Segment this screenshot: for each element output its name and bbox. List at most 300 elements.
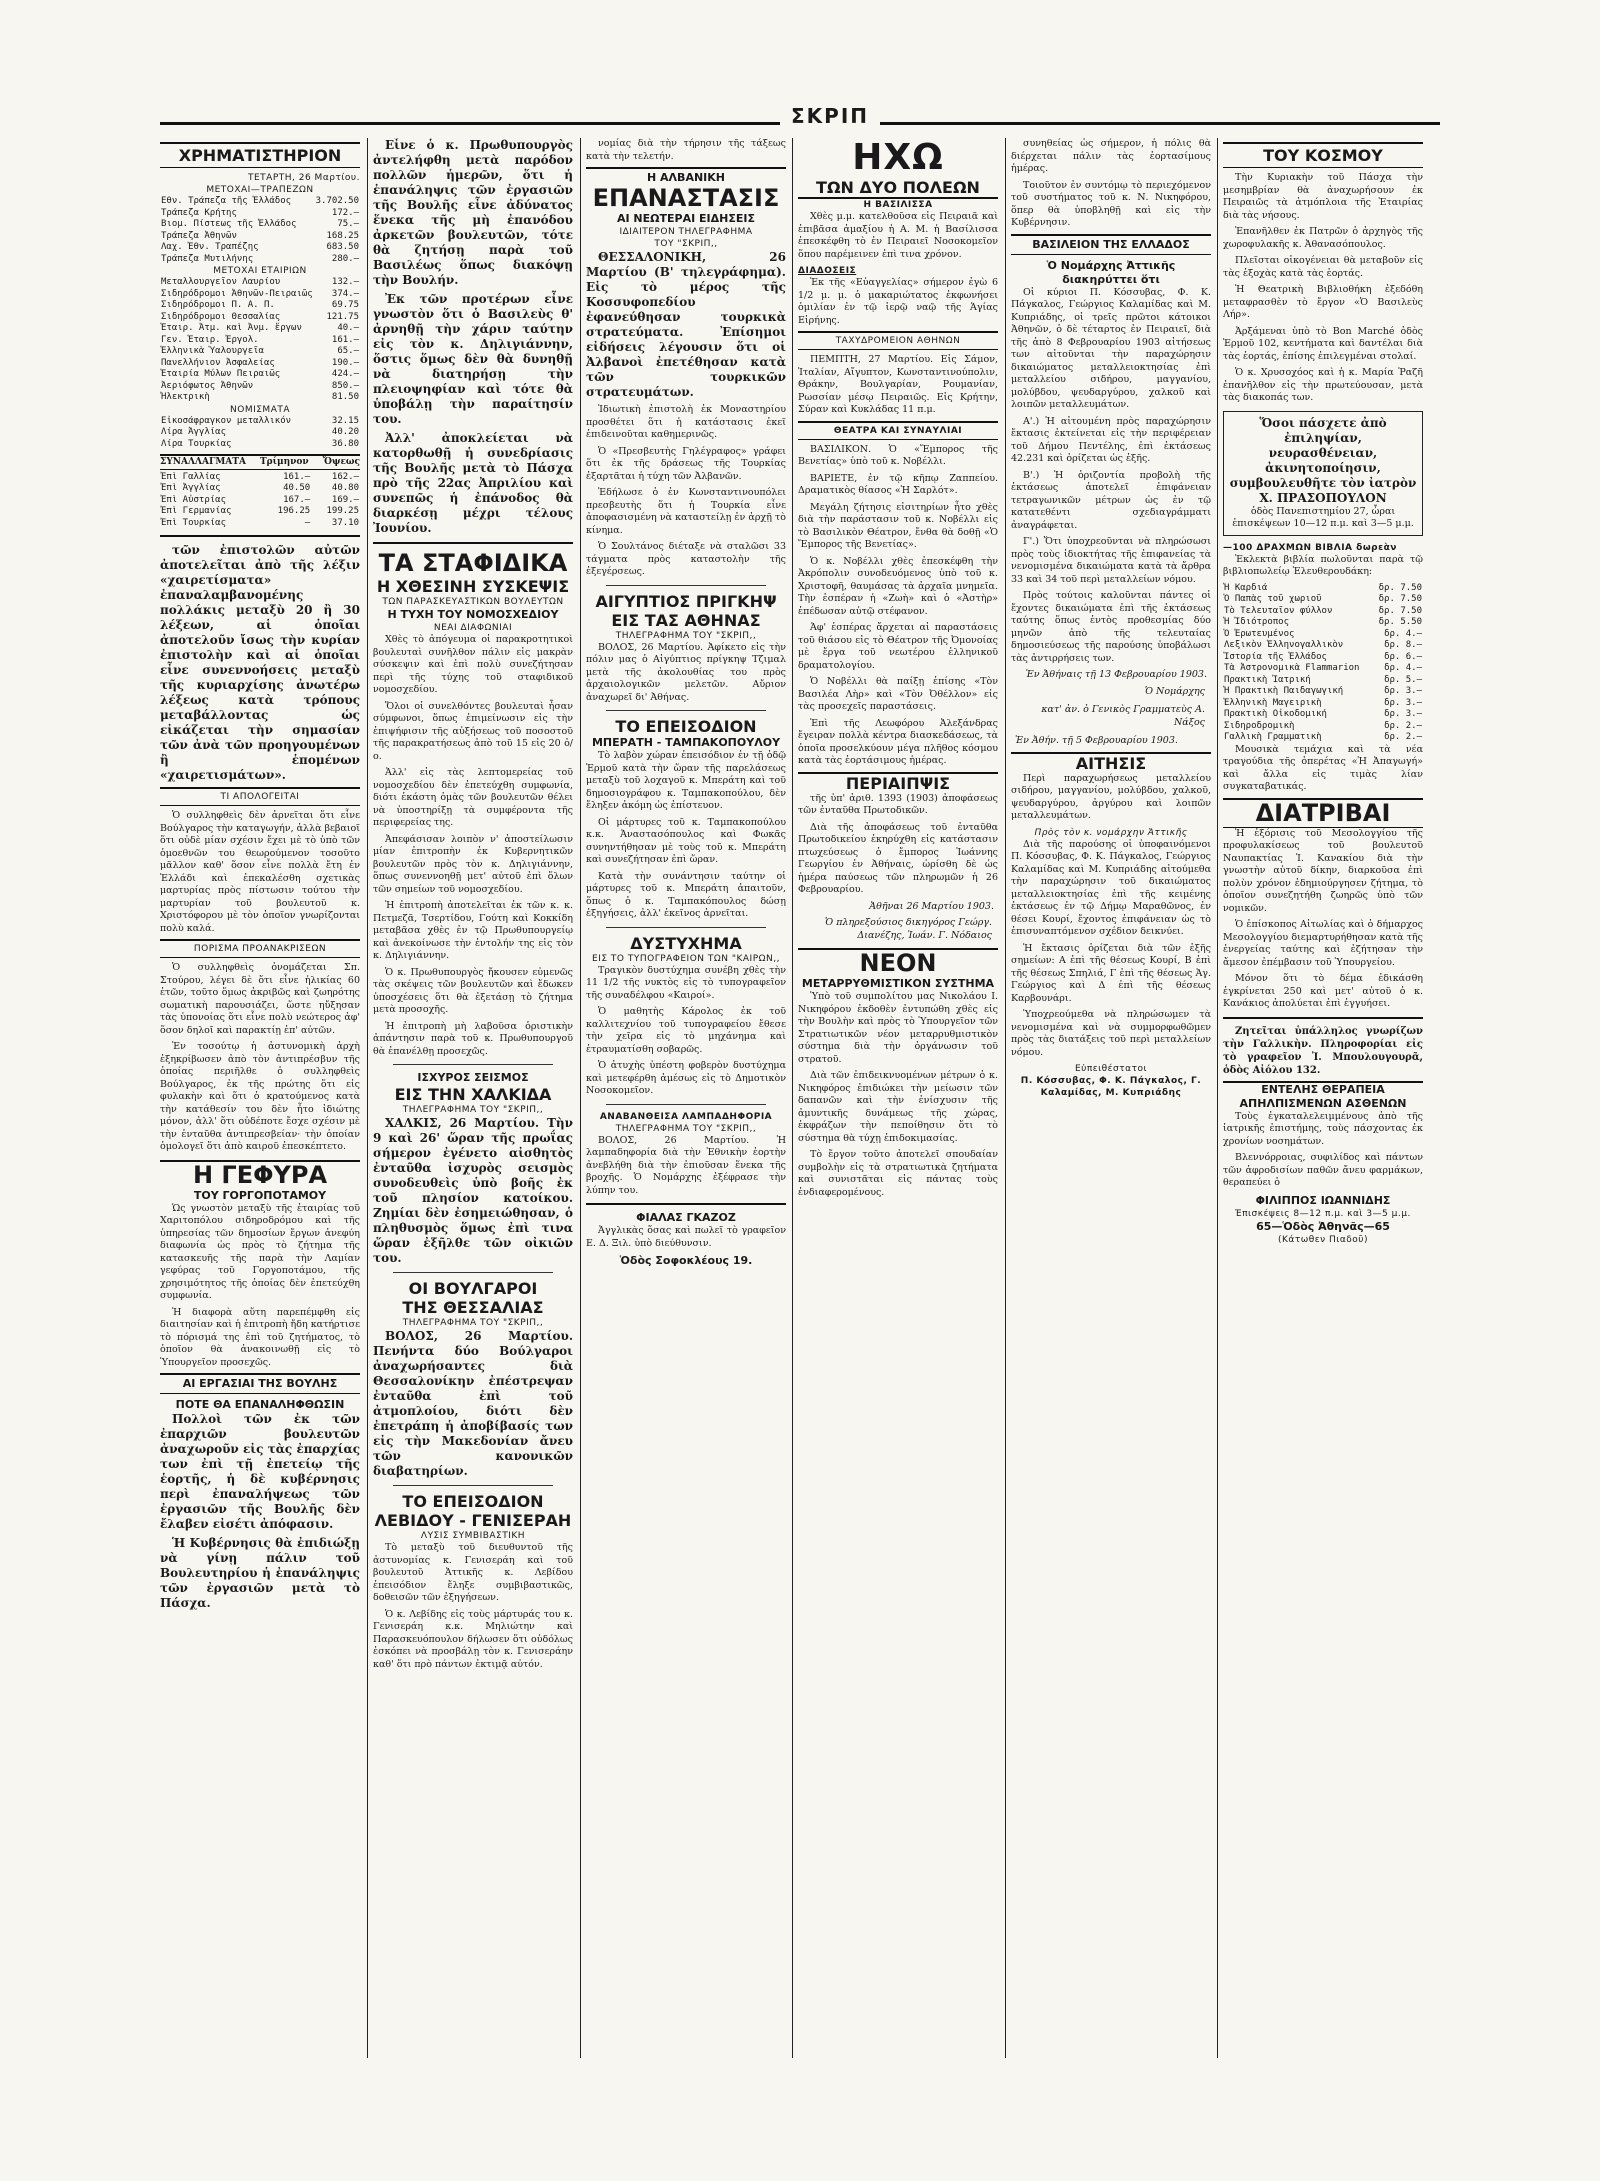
echo-title: ΗΧΩ	[852, 138, 944, 178]
aitisis-signature: Π. Κόσσυβας, Φ. Κ. Πάγκαλος, Γ. Καλαμίδας, Μ. Κυπριάδης	[1020, 1076, 1202, 1098]
book-price: δρ. 8.—	[1384, 640, 1422, 650]
aitisis-date: Ἐν Ἀθήν. τῇ 5 Φεβρουαρίου 1903.	[1015, 735, 1178, 746]
article-paragraph: Ὁ συλληφθεὶς ὀνομάζεται Σπ. Στούρου, λέγει δὲ ὅτι εἶνε ἡλικίας 60 ἐτῶν, τοῦτο ὅμως ἀκριβῶς καὶ ζωηρότης σωματικὴ παρουσιάζει, ὥστε ηὔξησαν τὰς ὑπονοίας ὅτι εἶνε πολὺ νεώτερος ἀφ' ὅσον δηλοῖ καὶ παρακτίῃ ἐπ' αὐτῶν.	[160, 962, 360, 1036]
aitisis-sign-label: Εὐπειθέστατοι	[1074, 1064, 1148, 1074]
fx-a: —	[304, 517, 311, 528]
article-paragraph: Ὑποχρεούμεθα νὰ πληρώσωμεν τὰ νενομισμένα καὶ νὰ συμμορφωθῶμεν πρὸς τὰς διατάξεις τοῦ περὶ μεταλλείων νόμου.	[1011, 1009, 1211, 1058]
book-price: δρ. 2.—	[1384, 732, 1422, 742]
table-row	[160, 416, 360, 428]
article-paragraph: Ὁ Σουλτάνος διέταξε νὰ σταλῶσι 33 τάγματα πρὸς καταστολὴν τῆς ἐξεγέρσεως.	[586, 541, 786, 577]
column-3	[586, 138, 786, 2058]
column-2	[373, 138, 573, 2058]
seismos-title: ΙΣΧΥΡΟΣ ΣΕΙΣΜΟΣ	[417, 1071, 529, 1084]
table-row	[160, 208, 360, 220]
fialas-text: Ἀγγλικὰς ὅσας καὶ πωλεῖ τὸ γραφεῖον Ε. Δ. Ξιλ. ὑπὸ διεύθυνσιν.	[586, 1225, 786, 1249]
table-row	[160, 369, 360, 381]
article-paragraph: Ἐκ τῆς «Εὐαγγελίας» σήμερον ἐγὼ 6 1/2 μ. μ. ὁ μακαριώτατος ἐκφωνήσει ὁμιλίαν ἐν τῷ ἱερῷ ναῷ τῆς Ἁγίας Εἰρήνης.	[798, 277, 998, 326]
fx-a: 196.25	[277, 506, 311, 516]
article-paragraph: Ἀλλ' εἰς τὰς λεπτομερείας τοῦ νομοσχεδίου δὲν ἐπετεύχθη συμφωνία, διότι ἑκάστη ὁμὰς τῶν βουλευτῶν θέλει νὰ ὑποστηρίξῃ τὰ συμφέροντα τῆς περιφερείας της.	[373, 767, 573, 828]
book-price: δρ. 2.—	[1384, 720, 1422, 731]
article-paragraph: Ἐπὶ τῆς Λεωφόρου Ἀλεξάνδρας ἔγειραν πολλὰ κέντρα διασκεδάσεως, τὰ ὁποῖα προσελκύουν μέγα πλῆθος κόσμου κατὰ τὰς ἑορτάσιμους ἡμέρας.	[798, 717, 998, 766]
article-paragraph: Ὁ μαθητὴς Κάρολος ἐκ τοῦ καλλιτεχνίου τοῦ τυπογραφείου ἔθεσε τὴν χεῖρα εἰς τὸ μηχάνημα καὶ ἐτραυματίσθη σοβαρῶς.	[586, 1006, 786, 1055]
article-paragraph: Διὰ τῆς ἀποφάσεως τοῦ ἐνταῦθα Πρωτοδικείου ἐκηρύχθη εἰς κατάστασιν πτωχεύσεως ὁ ἔμπορος Ἰωάννης Γεωργίου ἐν Ἀθήναις, ὡρίσθη δὲ ὡς ἡμέρα παύσεως τῶν πληρωμῶν ἡ 26 Φεβρουαρίου.	[798, 821, 998, 895]
quote-value: 424.—	[331, 369, 359, 379]
table-row	[1223, 686, 1423, 698]
article-paragraph: Ὁ «Πρεσβευτὴς Γηλέγραφος» γράφει ὅτι ἐκ τῆς δράσεως τῆς Τουρκίας ἐξαρτᾶται ἡ τύχη τῶν Ἀλβανῶν.	[586, 445, 786, 482]
article-paragraph: Ἀρξάμεναι ὑπὸ τὸ Bon Marché ὁδὸς Ἑρμοῦ 102, κεντήματα καὶ δαντέλαι διὰ τὰς ἑορτάς, ἐπίσης ἐπιλεγμέναι στολαί.	[1223, 325, 1423, 362]
therapeia-subtitle: ΑΠΗΛΠΙΣΜΕΝΩΝ ΑΣΘΕΝΩΝ	[1239, 1096, 1407, 1110]
article-paragraph: ΒΟΛΟΣ, 26 Μαρτίου. Ἀφίκετο εἰς τὴν πόλιν μας ὁ Αἰγύπτιος πρίγκηψ Τζιμαλ μετὰ τῆς ἀκολουθίας του πρὸς ἀρχαιολογικῶν μελετῶν. Αὔριον ἀναχωρεῖ δι' Ἀθήνας.	[586, 641, 786, 703]
article-paragraph: Ὁ κ. Χρυσοχόος καὶ ἡ κ. Μαρία Ῥαζῆ ἐπανῆλθον εἰς τὴν πρωτεύουσαν, μετὰ τὰς διακοπάς των.	[1223, 367, 1423, 403]
book-title: Ἡ Πρακτικὴ Παιδαγωγική	[1224, 686, 1344, 696]
dystychima-title: ΔΥΣΤΥΧΗΜΑ	[630, 933, 742, 953]
tachydromeio-heading: ΤΑΧΥΔΡΟΜΕΙΟΝ ΑΘΗΝΩΝ	[798, 331, 998, 350]
book-price: δρ. 6.—	[1384, 651, 1422, 662]
divider	[393, 1064, 553, 1065]
quote-name: Εἰκοσάφραγκον μεταλλικόν	[161, 415, 292, 426]
divider	[606, 927, 766, 928]
article-paragraph: τῆς ὑπ' ἀριθ. 1393 (1903) ἀποφάσεως τῶν ἐνταῦθα Πρωτοδικῶν.	[798, 792, 998, 816]
epeisodion-title: ΤΟ ΕΠΕΙΣΟΔΙΟΝ	[402, 1492, 544, 1511]
quote-name: Τράπεζα Ἀθηνῶν	[161, 230, 237, 241]
quote-name: Εθν. Τράπεζα τῆς Ἑλλάδος	[161, 196, 292, 206]
vasilion-title: ΒΑΣΙΛΕΙΟΝ ΤΗΣ ΕΛΛΑΔΟΣ	[1011, 234, 1211, 255]
table-row	[160, 358, 360, 370]
fx-heading-mid: Τρίμηνον	[259, 457, 309, 467]
book-price: δρ. 7.50	[1378, 582, 1422, 593]
masthead	[160, 104, 1440, 132]
table-row	[160, 335, 360, 347]
article-paragraph: Ἡ διαφορὰ αὕτη παρεπέμφθη εἰς διαιτησίαν καὶ ἡ ἐπιτροπὴ ἤδη κατήρτισε τὸ πόρισμά της ἐπὶ τοῦ ζητήματος, τὸ ὁποῖον θὰ ἀνακοινωθῇ εἰς τὸ Ὑπουργεῖον προσεχῶς.	[160, 1306, 360, 1368]
article-paragraph: ΠΕΜΠΤΗ, 27 Μαρτίου. Εἰς Σάμον, Ἰταλίαν, Αἴγυπτον, Κωνσταντινούπολιν, Θράκην, Βουλγαρίαν, Ρουμανίαν, Ρωσσίαν μέσῳ Πειραιῶς. Εἰς Κρήτην, Σύραν καὶ Κυκλάδας 11 π.μ.	[798, 354, 998, 415]
fx-name: Ἐπὶ Τουρκίας	[161, 517, 227, 528]
diatrivai-title: ΔΙΑΤΡΙΒΑΙ	[1223, 798, 1423, 828]
article-paragraph: Μεγάλη ζήτησις εἰσιτηρίων ἦτο χθὲς διὰ τὴν παράστασιν τοῦ κ. Νοβέλλι εἰς τὸ Βασιλικὸν Θέατρον, ἔνθα θὰ δοθῇ «Ὁ Ἔμπορος τῆς Βενετίας».	[798, 501, 998, 550]
seismos-telegram: ΤΗΛΕΓΡΑΦΗΜΑ ΤΟΥ "ΣΚΡΙΠ,,	[402, 1105, 544, 1115]
doctor-address: 65—Ὁδὸς Ἀθηνᾶς—65	[1256, 1219, 1390, 1233]
job-notice: Ζητεῖται ὑπάλληλος γνωρίζων τὴν Γαλλικὴν. Πληροφορίαι εἰς τὸ γραφεῖον Ἰ. Μπουλουγουρᾶ, ὁδὸς Αἰόλου 132.	[1223, 1025, 1423, 1076]
book-price: δρ. 4.—	[1384, 628, 1422, 639]
theatra-heading: ΘΕΑΤΡΑ ΚΑΙ ΣΥΝΑΥΛΙΑΙ	[798, 421, 998, 440]
book-title: Ὁ Παπὰς τοῦ χωριοῦ	[1224, 594, 1322, 604]
lampad-telegram: ΤΗΛΕΓΡΑΦΗΜΑ ΤΟΥ "ΣΚΡΙΠ,,	[615, 1123, 757, 1134]
vasilion-signature-2: κατ' ἀν. ὁ Γενικὸς Γραμματεὺς Α. Νάξος	[1041, 704, 1205, 728]
voulgaroi-subtitle: ΤΗΣ ΘΕΣΣΑΛΙΑΣ	[402, 1298, 544, 1317]
divider	[373, 542, 573, 544]
table-row	[160, 196, 360, 208]
quote-value: 32.15	[331, 415, 359, 426]
quote-name: Λαχ. Ἐθν. Τραπέζης	[161, 242, 259, 252]
article-paragraph: Ἡ ἐπιτροπὴ μὴ λαβοῦσα ὁριστικὴν ἀπάντησιν παρὰ τοῦ κ. Πρωθυπουργοῦ θὰ ἐπανέλθῃ προσεχῶς.	[373, 1020, 573, 1057]
quote-name: Τράπεζα Κρήτης	[161, 207, 237, 218]
article-paragraph: ΒΑΡΙΕΤΕ, ἐν τῷ κῆπῳ Ζαππείου. Δραματικὸς θίασος «Ἡ Σαρλότ».	[798, 472, 998, 496]
fx-name: Ἐπὶ Γαλλίας	[161, 471, 221, 482]
quote-name: Μεταλλουργεῖον Λαυρίου	[161, 277, 281, 287]
article-paragraph: Ὁ κ. Λεβίδης εἰς τοὺς μάρτυράς του κ. Γενισεράη κ.κ. Μηλιώτην καὶ Παρασκευόπουλον δήλωσεν ὅτι οὐδόλως ἐσκόπει νὰ προσβάλῃ τὸν κ. Γενισεράην καθ' ὅτι πρὸ πάντων ἐκτιμᾷ αὐτόν.	[373, 1608, 573, 1670]
neon-title: ΝΕΟΝ	[798, 948, 998, 977]
article-paragraph: Β'.) Ἡ ὁριζοντία προβολὴ τῆς ἐκτάσεως ἀποτελεῖ ἐπιφάνειαν τετραγωνικῶν μέτρων ὡς ἐν τῷ κατατεθέντι σχεδιαγράμματι ἀναγράφεται.	[1011, 469, 1211, 531]
quote-name: Σιδηρόδρομοι Θεσσαλίας	[161, 311, 281, 322]
aigyptios-subtitle: ΕΙΣ ΤΑΣ ΑΘΗΝΑΣ	[611, 610, 761, 630]
quote-value: 121.75	[326, 311, 359, 322]
article-paragraph: Διὰ τῆς παρούσης οἱ ὑποφαινόμενοι Π. Κόσσυβας, Φ. Κ. Πάγκαλος, Γεώργιος Καλαμίδας καὶ Μ. Κυπριάδης αἰτούμεθα τὴν παραχώρησιν τοῦ δικαιώματος μεταλλειοκτησίας ἐπὶ τῆς κειμένης ἐκτάσεως ἐν τῷ Δήμῳ Μαραθῶνος, ἐν θέσει Κουρί, ἔχοντος ἐπιφάνειαν ὡς τὸ ἐπισυναπτόμενον σχέδιον δεικνύει.	[1011, 838, 1211, 937]
divider	[606, 1104, 766, 1105]
article-paragraph: Περὶ παραχωρήσεως μεταλλείου σιδήρου, μαγγανίου, μολύβδου, χαλκοῦ, ψευδαργύρου, ἀργύρου καὶ λοιπῶν μεταλλευμάτων.	[1011, 772, 1211, 821]
book-price: δρ. 3.—	[1384, 709, 1422, 719]
exchange-date: ΤΕΤΑΡΤΗ, 26 Μαρτίου.	[247, 173, 360, 183]
stafis-subtitle-3: Η ΤΥΧΗ ΤΟΥ ΝΟΜΟΣΧΕΔΙΟΥ	[387, 608, 559, 621]
albania-telegram: ΙΔΙΑΙΤΕΡΟΝ ΤΗΛΕΓΡΑΦΗΜΑ	[619, 227, 753, 237]
book-title: Ἡ Καρδιά	[1224, 582, 1268, 593]
fialas-address: Ὁδὸς Σοφοκλέους 19.	[619, 1254, 753, 1267]
neon-subtitle: ΜΕΤΑΡΡΥΘΜΙΣΤΙΚΟΝ ΣΥΣΤΗΜΑ	[801, 977, 995, 990]
column-1	[160, 138, 360, 2058]
quote-name: Ἠλεκτρικὴ	[161, 392, 210, 402]
fx-b: 199.25	[326, 506, 359, 516]
column-rule	[580, 138, 581, 2058]
book-title: Πρακτικὴ Οἰκοδομική	[1224, 709, 1327, 719]
quote-value: 168.25	[326, 230, 359, 241]
article-paragraph: Τοὺς ἐγκαταλελειμμένους ἀπὸ τῆς ἰατρικῆς ἐπιστήμης, τοὺς πάσχοντας ἐκ χρονίων νοσημάτων.	[1223, 1110, 1423, 1147]
article-paragraph: Μόνον ὅτι τὸ δέμα ἐδικάσθη ἐγκρίνεται 250 καὶ μετ' αὐτοῦ ὁ κ. Κανάκιος ἀπολύεται ἐπὶ ἐγγυήσει.	[1223, 973, 1423, 1009]
doctor-ad	[1223, 411, 1423, 536]
article-paragraph: ΒΟΛΟΣ, 26 Μαρτίου. Πενήντα δύο Βούλγαροι ἀναχωρήσαντες διὰ Θεσσαλονίκην ἐπέστρεψαν ἐνταῦθα ἐπὶ τοῦ ἀτμοπλοίου, διότι δὲν ἐπετράπη ἡ ἀποβίβασίς των εἰς τὴν Μακεδονίαν ἄνευ τῶν κανονικῶν διαβατηρίων.	[373, 1329, 573, 1478]
banks-table	[160, 196, 360, 265]
fx-name: Ἐπὶ Γερμανίας	[161, 506, 232, 516]
quote-value: 374.—	[331, 288, 359, 299]
vasilion-subtitle: Ὁ Νομάρχης Ἀττικῆς διακηρύττει ὅτι	[1046, 258, 1176, 286]
article-paragraph: Ὁ συλληφθεὶς δὲν ἀρνεῖται ὅτι εἶνε Βούλγαρος τὴν καταγωγήν, ἀλλὰ βεβαιοῖ ὅτι οὐδὲ μίαν σχέσιν ἔχει μὲ τὸ ὑπὸ τῶν ὁμοεθνῶν του θεωρούμενον τοσοῦτο μᾶλλον καθ' ὅσον εἶνε πολλὰ ἔτη ἐν Ἑλλάδι καὶ ἐπεκαλέσθη σχετικὰς μαρτυρίας πρὸς πίστωσιν τούτου τὴν μαρτυρίαν τοῦ βουλευτοῦ κ. Χριστόφορου μὲ τὸν ὁποῖον γνωρίζονται πολὺ καλά.	[160, 810, 360, 934]
column-rule	[367, 138, 368, 2058]
vasilion-signature-1: Ὁ Νομάρχης	[1144, 685, 1205, 697]
table-row	[1223, 606, 1423, 618]
article-paragraph: Οἱ κύριοι Π. Κόσσυβας, Φ. Κ. Πάγκαλος, Γεώργιος Καλαμίδας καὶ Μ. Κυπριάδης, οἱ τρεῖς πρῶτοι κάτοικοι Ἀθηνῶν, ὁ δὲ τέταρτος ἐν Πειραιεῖ, διὰ τῆς ἀπὸ 8 Φεβρουαρίου 1903 αἰτήσεως των αἰτοῦνται τὴν παραχώρησιν δικαιώματος μεταλλειοκτησίας ἐπὶ μεταλλείου σιδήρου, μαγγανίου, μολύβδου, ψευδαργύρου, χαλκοῦ καὶ λοιπῶν μεταλλευμάτων.	[1011, 286, 1211, 410]
table-row	[160, 346, 360, 358]
fx-heading	[160, 454, 360, 470]
article-paragraph: Διὰ τῶν ἐπιδεικνυομένων μέτρων ὁ κ. Νικηφόρος ἐπιδιώκει τὴν μείωσιν τῶν δαπανῶν καὶ τὴν ἐνίσχυσιν τῆς ἀμυντικῆς δυνάμεως τῆς χώρας, ἐκφράζων τὴν πεποίθησιν ὅτι τὸ σύστημα θὰ τύχῃ ἐπιδοκιμασίας.	[798, 1070, 998, 1144]
banks-heading: ΜΕΤΟΧΑΙ—ΤΡΑΠΕΖΩΝ	[206, 185, 314, 195]
albania-title: ΕΠΑΝΑΣΤΑΣΙΣ	[592, 184, 780, 212]
periaip-date: Ἀθῆναι 26 Μαρτίου 1903.	[869, 900, 994, 912]
fialas-title: ΦΙΑΛΑΣ ΓΚΑΖΟΖ	[636, 1211, 736, 1224]
table-row	[160, 472, 360, 484]
book-price: δρ. 3.—	[1384, 686, 1422, 696]
albania-kicker: Η ΑΛΒΑΝΙΚΗ	[586, 167, 786, 185]
article-paragraph: Ὑπὸ τοῦ συμπολίτου μας Νικολάου Ι. Νικηφόρου ἐκδοθὲν ἐντυπώθη χθὲς εἰς τὴν Βουλὴν καὶ πρὸς τὸ Ὑπουργεῖον τῶν Στρατιωτικῶν νέον μεταρρυθμιστικὸν σύστημα διὰ τὴν ὀργάνωσιν τοῦ στρατοῦ.	[798, 991, 998, 1065]
fx-b: 37.10	[331, 517, 359, 528]
gefyra-subtitle: ΤΟΥ ΓΟΡΓΟΠΟΤΑΜΟΥ	[193, 1188, 327, 1202]
albania-subtitle: ΑΙ ΝΕΩΤΕΡΑΙ ΕΙΔΗΣΕΙΣ	[617, 212, 755, 225]
seismos-subtitle: ΕΙΣ ΤΗΝ ΧΑΛΚΙΔΑ	[394, 1085, 552, 1104]
fx-name: Ἐπὶ Αὐστρίας	[161, 494, 227, 505]
article-paragraph: Ὅλοι οἱ συνελθόντες βουλευταὶ ἦσαν σύμφωνοι, ὅπως ἐπιμείνωσιν εἰς τὴν ἐπιψήφισιν τῆς αὐξήσεως τοῦ ποσοστοῦ τῆς παρακρατήσεως ἀπὸ τοῦ 15 εἰς 20 ὀ/ο.	[373, 700, 573, 762]
echo-subtitle: ΤΩΝ ΔΥΟ ΠΟΛΕΩΝ	[816, 178, 980, 197]
apologia-heading: ΤΙ ΑΠΟΛΟΓΕΙΤΑΙ	[160, 787, 360, 806]
table-row	[160, 254, 360, 266]
quote-name: Σιδηρόδρομοι Ἀθηνῶν-Πειραιῶς	[161, 288, 313, 299]
article-paragraph: Τοιοῦτον ἐν συντόμῳ τὸ περιεχόμενον τοῦ συστήματος τοῦ κ. Ν. Νικηφόρου, ὅπερ θὰ ὑποβληθῇ καὶ εἰς τὴν Κυβέρνησιν.	[1011, 179, 1211, 228]
quote-name: Λίρα Ἀγγλίας	[161, 427, 227, 437]
table-row	[160, 277, 360, 289]
quote-name: Τράπεζα Μυτιλήνης	[161, 253, 254, 264]
quote-value: 161.—	[331, 334, 359, 345]
article-paragraph: Ὁ ἀτυχὴς ὑπέστη φοβερὸν δυστύχημα καὶ μετεφέρθη ἀμέσως εἰς τὸ Δημοτικὸν Νοσοκομεῖον.	[586, 1060, 786, 1096]
divider	[160, 535, 360, 537]
doctor-hours: Ἐπισκέψεις 8—12 π.μ. καὶ 3—5 μ.μ.	[1235, 1208, 1411, 1219]
book-price: δρ. 3.—	[1384, 697, 1422, 708]
article-paragraph: Ἀλλ' ἀποκλείεται νὰ κατορθωθῇ ἡ συνεδρίασις τῆς Βουλῆς μετὰ τὸ Πάσχα πρὸ τῆς 22ας Ἀπριλίου καὶ συνεπῶς ἡ ἐπάνοδος θὰ διαρκέσῃ μέχρι τέλους Ἰουνίου.	[373, 431, 573, 535]
article-paragraph: Ὡς γνωστὸν μεταξὺ τῆς ἑταιρίας τοῦ Χαριτοπόλου σιδηροδρόμου καὶ τῆς ὑπηρεσίας τῶν δημοσίων ἔργων ἀνεφύη διαφωνία ὡς πρὸς τὸ ζήτημα τῆς κατασκευῆς τῆς παρὰ τὴν Λαμίαν γεφύρας τοῦ Γοργοποτάμου, τῆς χρησιμότητος τῆς ὁποίας δὲν ἐπετεύχθη συμφωνία.	[160, 1202, 360, 1301]
column-rule	[792, 138, 793, 2058]
article-paragraph: Ἡ ἔκτασις ὁρίζεται διὰ τῶν ἑξῆς σημείων: Α ἐπὶ τῆς θέσεως Κουρί, Β ἐπὶ τῆς θέσεως Σπηλιά, Γ ἐπὶ τῆς θέσεως Ἁγ. Γεώργιος καὶ Δ ἐπὶ τῆς θέσεως Καρβουνάρι.	[1011, 942, 1211, 1004]
book-title: Ὁ Ἐρωτευμένος	[1224, 628, 1295, 639]
article-paragraph: Ὁ κ. Πρωθυπουργὸς ἤκουσεν εὐμενῶς τὰς σκέψεις τῶν βουλευτῶν καὶ ἔδωκεν ὑποσχέσεις ὅτι θὰ ἐξετάσῃ τὸ ζήτημα μετὰ προσοχῆς.	[373, 966, 573, 1015]
article-paragraph: Ἀφ' ἑσπέρας ἄρχεται αἱ παραστάσεις τοῦ θιάσου εἰς τὸ Θέατρον τῆς Ὀμονοίας μὲ ἔργα τοῦ νεωτέρου ἑλληνικοῦ δραματολογίου.	[798, 622, 998, 671]
table-row	[160, 495, 360, 507]
lampad-title: ΑΝΑΒΑΝΘΕΙΣΑ ΛΑΜΠΑΔΗΦΟΡΙΑ	[599, 1111, 773, 1122]
table-row	[1223, 617, 1423, 629]
books-heading: —100 ΔΡΑΧΜΩΝ ΒΙΒΛΙΑ δωρεὰν	[1223, 542, 1397, 553]
article-paragraph: Χθὲς μ.μ. κατελθοῦσα εἰς Πειραιᾶ καὶ ἐπιβᾶσα ἀμαξίου ἡ Α. Μ. ἡ Βασίλισσα ἐπεσκέφθη τὸ ἐν Πειραιεῖ Νοσοκομεῖον ὅπου παρέμεινεν ἐπὶ τινα χρόνον.	[798, 211, 998, 260]
divider	[606, 710, 766, 711]
fx-b: 162.—	[331, 471, 359, 482]
epeisodion-subtitle: ΛΕΒΙΔΟΥ - ΓΕΝΙΣΕΡΑΗ	[374, 1511, 572, 1530]
aitisis-recipient: Πρὸς τὸν κ. νομάρχην Ἀττικῆς	[1034, 827, 1188, 838]
quote-value: 683.50	[326, 242, 359, 252]
therapeia-title: ΕΝΤΕΛΗΣ ΘΕΡΑΠΕΙΑ	[1223, 1081, 1423, 1097]
article-paragraph: Τὸ λαβὸν χώραν ἐπεισόδιον ἐν τῇ ὁδῷ Ἑρμοῦ κατὰ τὴν ὥραν τῆς παρελάσεως μεταξὺ τοῦ λοχαγοῦ κ. Μπεράτη καὶ τοῦ δημοσιογράφου κ. Ταμπακοπούλου, δὲν ἔληξεν ἀκόμη ὡς ἐπίστευον.	[586, 750, 786, 811]
ergasiai-subtitle: ΠΟΤΕ ΘΑ ΕΠΑΝΑΛΗΦΘΩΣΙΝ	[175, 1398, 345, 1411]
stafis-subtitle-2: ΤΩΝ ΠΑΡΑΣΚΕΥΑΣΤΙΚΩΝ ΒΟΥΛΕΥΤΩΝ	[382, 597, 564, 607]
article-paragraph: Βλεννόρροιας, συφιλίδος καὶ πάντων τῶν ἀφροδισίων παθῶν ἄνευ φαρμάκων, θεραπεύει ὁ	[1223, 1152, 1423, 1188]
fx-a: 40.50	[283, 483, 311, 493]
aitisis-title: ΑΙΤΗΣΙΣ	[1011, 752, 1211, 773]
article-paragraph: Ἡ Κυβέρνησις θὰ ἐπιδιώξῃ νὰ γίνῃ πάλιν τοῦ Βουλευτηρίου ἡ ἐπανάληψις τῶν ἐργασιῶν μετὰ τὸ Πάσχα.	[160, 1536, 360, 1610]
quote-value: 36.80	[331, 438, 359, 449]
fx-b: 169.—	[331, 494, 359, 505]
vasilion-date: Ἐν Ἀθήναις τῇ 13 Φεβρουαρίου 1903.	[1025, 669, 1207, 680]
column-rule	[1217, 138, 1218, 2058]
column-rule	[1005, 138, 1006, 2058]
table-row	[1223, 663, 1423, 675]
article-paragraph: ΒΟΛΟΣ, 26 Μαρτίου. Ἡ λαμπαδηφορία διὰ τὴν Ἐθνικὴν ἑορτὴν ἀνεβλήθη διὰ τὴν ἐπιοῦσαν ἕνεκα τῆς βροχῆς. Ὁ Νομάρχης ἐξέφρασε τὴν λύπην του.	[586, 1134, 786, 1196]
article-paragraph: Πλεῖσται οἰκογένειαι θὰ μεταβοῦν εἰς τὰς ἐξοχὰς κατὰ τὰς ἑορτάς.	[1223, 255, 1423, 279]
quote-value: 69.75	[331, 300, 359, 310]
table-row	[160, 506, 360, 518]
quote-value: 40.20	[331, 427, 359, 437]
article-paragraph: Ἐδήλωσε ὁ ἐν Κωνσταντινουπόλει πρεσβευτὴς ὅτι ἡ Τουρκία εἶνε ἀποφασισμένη νὰ καταστείλῃ ἐν ἀρχῇ τὸ κίνημα.	[586, 487, 786, 536]
table-row	[1223, 629, 1423, 641]
periaip-signature: Ὁ πληρεξούσιος δικηγόρος Γεώργ. Διανέζης, Ἰωάν. Γ. Νόδαιος	[825, 917, 992, 941]
fx-heading-left: ΣΥΝΑΛΛΑΓΜΑΤΑ	[160, 457, 246, 467]
divider	[393, 1485, 553, 1486]
article-paragraph: Ἡ ἐξόρισις τοῦ Μεσολογγίου τῆς προφυλακίσεως τοῦ βουλευτοῦ Ναυπακτίας Ἱ. Κανακίου διὰ τὴν γνωστὴν αὐτοῦ δίκην, διαρκοῦσα ἐπὶ πολὺν χρόνον ἐδημιούργησεν ζήτημα, τὸ ὁποῖον συνεζητήθη ζωηρῶς ὑπὸ τῶν νομικῶν.	[1223, 827, 1423, 914]
quote-value: 81.50	[331, 392, 359, 402]
quote-value: 280.—	[331, 253, 359, 264]
article-paragraph: ΧΑΛΚΙΣ, 26 Μαρτίου. Τὴν 9 καὶ 26' ὥραν τῆς πρωΐας σήμερον ἐγένετο αἰσθητὸς ἐνταῦθα ἰσχυρὸς σεισμὸς συνοδευθεὶς ὑπὸ βοῆς ἐκ τοῦ πλησίον κατοίκου. Ζημίαι δὲν ἐσημειώθησαν, ὁ πληθυσμὸς ὅμως ἐπὶ τινα ὥραν ἐξῆλθε τῶν οἰκιῶν του.	[373, 1116, 573, 1265]
stafis-title: ΤΑ ΣΤΑΦΙΔΙΚΑ	[378, 549, 568, 577]
masthead-title: ΣΚΡΙΠ	[780, 104, 880, 128]
epeisodion-subtitle-2: ΛΥΣΙΣ ΣΥΜΒΙΒΑΣΤΙΚΗ	[420, 1531, 526, 1541]
doctor-ad-text: ὁδὸς Πανεπιστημίου 27, ὧραι ἐπισκέψεων 10—12 π.μ. καὶ 3—5 μ.μ.	[1232, 505, 1414, 529]
quote-name: Ἑταιρ. Ἀτμ. καὶ Ἀνμ. ἔργων	[161, 323, 302, 333]
article-paragraph: Τὴν Κυριακὴν τοῦ Πάσχα τὴν μεσημβρίαν θὰ ἀναχωρήσουν ἐκ Πειραιῶς τὰ ἀτμόπλοια τῆς Ἑταιρίας διὰ τὰς νήσους.	[1223, 172, 1423, 221]
companies-heading: ΜΕΤΟΧΑΙ ΕΤΑΙΡΙΩΝ	[213, 266, 307, 276]
divider	[1223, 1017, 1423, 1019]
books-footer: Μουσικὰ τεμάχια καὶ τὰ νέα τραγούδια τῆς ὀπερέτας «Ἡ Ἀπαγωγή» καὶ ἄλλα εἰς τιμὰς λίαν συγκαταβατικάς.	[1223, 743, 1423, 792]
article-paragraph: Ἐν τοσούτῳ ἡ ἀστυνομικὴ ἀρχὴ ἐξηκρίβωσεν ἀπὸ τὸν ἀντιπρέσβυν τῆς ὁποίας περιῆλθε ὁ συλληφθεὶς Βούλγαρος, ἐκ τῆς πρώτης ὅτι εἰς φυλακὴν καὶ ὅτι ὁ κρατούμενος κατὰ τὴν κατάθεσίν του δὲν ἦτο ἰδιώτης μόνον, ἀλλ' ὅτι οὐδέποτε ἔσχε σχέσιν μὲ τὴν ἐνταῦθα ἀντιπρεσβείαν· τὴν ὁποίαν ὁμολογεῖ ὅτι ἀπὸ καιροῦ ἐπεσκέπτετο.	[160, 1041, 360, 1152]
doctor-ad-title: Ὅσοι πάσχετε ἀπὸ ἐπιληψίαν, νευρασθένειαν, ἀκινητοποίησιν, συμβουλευθῆτε τὸν ἰατρὸν Χ. ΠΡΑΣΟΠΟΥΛΟΝ	[1229, 415, 1417, 505]
table-row	[160, 427, 360, 439]
book-title: Σιδηροδρομικὴ	[1224, 720, 1295, 731]
book-price: δρ. 5.50	[1378, 617, 1422, 627]
article-paragraph: νομίας διὰ τὴν τήρησιν τῆς τάξεως κατὰ τὴν τελετήν.	[586, 138, 786, 162]
book-title: Ἡ Ἰδιότροπος	[1224, 617, 1290, 627]
aigyptios-title: ΑΙΓΥΠΤΙΟΣ ΠΡΙΓΚΗΨ	[595, 591, 777, 611]
companies-table	[160, 277, 360, 404]
ergasiai-heading: ΑΙ ΕΡΓΑΣΙΑΙ ΤΗΣ ΒΟΥΛΗΣ	[160, 1373, 360, 1394]
article-paragraph: Ἀπεφάσισαν λοιπὸν ν' ἀποστείλωσιν μίαν ἐπιτροπὴν ἐκ Κυβερνητικῶν βουλευτῶν πρὸς τὸν κ. Δηλιγιάννην, ὅπως συνεννοηθῇ μετ' αὐτοῦ ἐπὶ ὅλων τῶν σημείων τοῦ νομοσχεδίου.	[373, 833, 573, 895]
periaip-title: ΠΕΡΙΑΙΠΨΙΣ	[798, 772, 998, 793]
table-row	[160, 323, 360, 335]
quote-name: Βιομ. Πίστεως τῆς Ἑλλάδος	[161, 219, 297, 229]
article-paragraph: τῶν ἐπιστολῶν αὐτῶν ἀποτελεῖται ἀπὸ τῆς λέξιν «χαιρετίσματα» ἐπαναλαμβανομένης πολλάκις μεταξὺ 20 ἢ 30 λέξεων, αἱ ὁποῖαι ἀποτελοῦν ἴσως τὴν κυρίαν ἐπιστολὴν καὶ αἱ ὁποῖαι εἶνε συνεννοήσεις μεταξὺ τῆς κυριαρχίσης ἀνωτέρω λέξεως κατὰ τρόπους μεταβάλλοντας ὡς εἰκάζεται τὴν σημασίαν τῶν ἀνὰ τῶν προηγουμένων ἢ ἑπομένων «χαιρετισμάτων».	[160, 543, 360, 782]
book-price: δρ. 5.—	[1384, 674, 1422, 685]
article-paragraph: ΒΑΣΙΛΙΚΟΝ. Ὁ «Ἔμπορος τῆς Βενετίας» ὑπὸ τοῦ κ. Νοβέλλι.	[798, 443, 998, 467]
column-5	[1011, 138, 1211, 2058]
quote-value: 75.—	[337, 219, 359, 229]
article-paragraph: Εἶνε ὁ κ. Πρωθυπουργὸς ἀντελήφθη μετὰ παρόδον πολλῶν ἡμερῶν, ὅτι ἡ ἐπανάληψις τῶν ἐργασιῶν τῆς Βουλῆς εἶνε ἀδύνατος ἕνεκα τῆς μὴ ἐπανόδου ἀρκετῶν βουλευτῶν, τότε θὰ ζητήσῃ παρὰ τοῦ Βασιλέως ὅπως διακόψῃ τὴν Βουλήν.	[373, 138, 573, 287]
quote-name: Ἀεριόφωτος Ἀθηνῶν	[161, 380, 254, 391]
books-intro: Ἐκλεκτὰ βιβλία πωλοῦνται παρὰ τῷ βιβλιοπωλείῳ Ἐλευθερουδάκη:	[1223, 553, 1423, 577]
article-paragraph: Γ'.) Ὅτι ὑποχρεοῦνται νὰ πληρώσωσι πρὸς τοὺς ἰδιοκτήτας τῆς ἐπιφανείας τὰ νενομισμένα δικαιώματα κατὰ τὰ ἄρθρα 33 καὶ 34 τοῦ περὶ μεταλλείων νόμου.	[1011, 536, 1211, 585]
quote-value: 172.—	[331, 207, 359, 218]
article-paragraph: Ἰδιωτικὴ ἐπιστολὴ ἐκ Μοναστηρίου προσθέτει ὅτι ἡ κατάστασις ἐκεῖ ἐπιδεινοῦται καθημερινῶς.	[586, 404, 786, 440]
mpera-subtitle: ΜΠΕΡΑΤΗ - ΤΑΜΠΑΚΟΠΟΥΛΟΥ	[591, 736, 781, 749]
fx-a: 161.—	[283, 471, 311, 482]
table-row	[1223, 583, 1423, 595]
table-row	[1223, 732, 1423, 744]
fx-name: Ἐπὶ Ἀγγλίας	[161, 483, 221, 493]
fx-table	[160, 472, 360, 530]
article-paragraph: Α'.) Ἡ αἰτουμένη πρὸς παραχώρησιν ἔκτασις ἐκτείνεται εἰς τὴν περιφέρειαν τοῦ Δήμου Πεντέλης, ἐπὶ ἐκτάσεως 42.231 καὶ ὁρίζεται ὡς ἑξῆς.	[1011, 415, 1211, 464]
book-price: δρ. 7.50	[1378, 605, 1422, 616]
echo-section: Η ΒΑΣΙΛΙΣΣΑ	[798, 197, 998, 211]
article-paragraph: Ἐκ τῶν προτέρων εἶνε γνωστὸν ὅτι ὁ Βασιλεὺς θ' ἀρνηθῇ τὴν χάριν ταύτην εἰς τὸν κ. Δηλιγιάννην, ὅστις ὅμως δὲν θὰ δυνηθῇ νὰ διατηρήσῃ τὴν πλειοψηφίαν καὶ τότε θὰ ὑποβάλῃ τὴν παραίτησίν του.	[373, 292, 573, 426]
table-row	[160, 289, 360, 301]
table-row	[160, 219, 360, 231]
fx-a: 167.—	[283, 494, 311, 505]
gefyra-title: Η ΓΕΦΥΡΑ	[160, 1160, 360, 1189]
article-paragraph: Χθὲς τὸ ἀπόγευμα οἱ παρακροτητικοὶ βουλευταὶ συνῆλθον πάλιν εἰς μακρὰν σύσκεψιν καὶ ἐπὶ πολὺ συνεζήτησαν περὶ τῆς τύχης τοῦ σταφιδικοῦ νομοσχεδίου.	[373, 634, 573, 695]
voulgaroi-title: ΟΙ ΒΟΥΛΓΑΡΟΙ	[408, 1279, 538, 1298]
article-paragraph: Ἡ Θεατρικὴ Βιβλιοθήκη ἐξεδόθη μεταφρασθὲν τὸ ἔργον «Ὁ Βασιλεὺς Λήρ».	[1223, 284, 1423, 320]
divider	[393, 1272, 553, 1273]
quote-value: 190.—	[331, 357, 359, 368]
stafis-subtitle: Η ΧΘΕΣΙΝΗ ΣΥΣΚΕΨΙΣ	[376, 577, 570, 596]
table-row	[160, 381, 360, 393]
book-title: Πρακτικὴ Ἰατρική	[1224, 674, 1311, 685]
table-row	[160, 483, 360, 495]
mpera-title: ΤΟ ΕΠΕΙΣΟΔΙΟΝ	[615, 717, 757, 736]
book-price: δρ. 7.50	[1378, 594, 1422, 604]
quote-value: 65.—	[337, 346, 359, 356]
column-4	[798, 138, 998, 2058]
article-paragraph: Ἡ ἐπιτροπὴ ἀποτελεῖται ἐκ τῶν κ. κ. Πετμεζᾶ, Τσερτίδου, Γούτη καὶ Κοκκίδη μεταβᾶσα χθὲς ἐν τῷ Πρωθυπουργείῳ καὶ ἀνεκοίνωσε τὴν ἐντολήν της εἰς τὸν κ. Δηλιγιάννην.	[373, 900, 573, 961]
quote-value: 40.—	[337, 323, 359, 333]
article-paragraph: Τραγικὸν δυστύχημα συνέβη χθὲς τὴν 11 1/2 τῆς νυκτὸς εἰς τὸ τυπογραφεῖον τῆς συναδέλφου «Καιροί».	[586, 964, 786, 1001]
albania-telegram-2: ΤΟΥ "ΣΚΡΙΠ,,	[654, 239, 718, 249]
table-row	[160, 231, 360, 243]
table-row	[1223, 709, 1423, 721]
table-row	[1223, 652, 1423, 664]
book-title: Τὸ Τελευταῖον φύλλον	[1224, 605, 1333, 616]
doctor-name: ΦΙΛΙΠΠΟΣ ΙΩΑΝΝΙΔΗΣ	[1255, 1193, 1391, 1207]
table-row	[1223, 698, 1423, 710]
fx-b: 40.80	[331, 483, 359, 493]
table-row	[1223, 721, 1423, 733]
coins-table	[160, 416, 360, 451]
diadoseis-heading: ΔΙΑΔΟΣΕΙΣ	[798, 266, 857, 276]
book-title: Ἑλληνικὴ Μαγειρικὴ	[1224, 697, 1322, 708]
article-paragraph: Ὁ Νοβέλλι θὰ παίξῃ ἐπίσης «Τὸν Βασιλέα Λὴρ» καὶ «Τὸν Ὀθέλλον» εἰς τὰς προσεχεῖς παραστάσεις.	[798, 676, 998, 712]
quote-value: 3.702.50	[315, 196, 359, 206]
table-row	[1223, 640, 1423, 652]
book-title: Λεξικὸν Ἑλληνογαλλικὸν	[1224, 640, 1344, 650]
table-row	[160, 518, 360, 530]
table-row	[160, 392, 360, 404]
aigyptios-telegram: ΤΗΛΕΓΡΑΦΗΜΑ ΤΟΥ "ΣΚΡΙΠ,,	[615, 630, 757, 641]
article-paragraph: Ὁ κ. Νοβέλλι χθὲς ἐπεσκέφθη τὴν Ἀκρόπολιν συνοδευόμενος ὑπὸ τοῦ κ. Χριστοφῆ, θαυμάσας τὰ ἀρχαῖα μνημεῖα. Τὴν ἑσπέραν ἡ «Ζωὴ» καὶ ὁ «Ἀστὴρ» ἐπέδωσαν αὐτῷ στέφανον.	[798, 555, 998, 617]
quote-name: Ἑταιρία Μύλων Πειραιῶς	[161, 369, 281, 379]
quote-value: 132.—	[331, 277, 359, 287]
article-paragraph: ΘΕΣΣΑΛΟΝΙΚΗ, 26 Μαρτίου (Β' τηλεγράφημα). Εἰς τὸ μέρος τῆς Κοσσυφοπεδίου ἐφανεύθησαν τουρκικὰ στρατεύματα. Ἐπίσημοι εἰδήσεις λέγουσιν ὅτι οἱ Ἀλβανοὶ ἐπετέθησαν κατὰ τῶν τουρκικῶν στρατευμάτων.	[586, 250, 786, 399]
exchange-title: ΧΡΗΜΑΤΙΣΤΗΡΙΟΝ	[160, 142, 360, 168]
article-paragraph: Πολλοὶ τῶν ἐκ τῶν ἐπαρχιῶν βουλευτῶν ἀναχωροῦν εἰς τὰς ἐπαρχίας των ἐπὶ τῇ ἐπετείῳ τῆς ἑορτῆς, ἡ δὲ κυβέρνησις περὶ ἐπαναλήψεως τῶν ἐργασιῶν τῆς Βουλῆς δὲν ἔλαβεν εἰσέτι ἀπόφασιν.	[160, 1412, 360, 1531]
article-paragraph: Ὁ ἐπίσκοπος Αἰτωλίας καὶ ὁ δήμαρχος Μεσολογγίου διεμαρτυρήθησαν κατὰ τῆς ἐνεργείας ταύτης καὶ ἐζήτησαν τὴν ἄμεσον ἐπέμβασιν τοῦ Ὑπουργείου.	[1223, 919, 1423, 968]
coins-heading: ΝΟΜΙΣΜΑΤΑ	[230, 404, 290, 415]
article-paragraph: Κατὰ τὴν συνάντησιν ταύτην οἱ μάρτυρες τοῦ κ. Μπεράτη ἀπαιτοῦν, ὅπως ὁ κ. Ταμπακόπουλος δώσῃ ἐξηγήσεις, ἀλλ' ἐκεῖνος ἀρνεῖται.	[586, 870, 786, 919]
table-row	[160, 300, 360, 312]
book-title: Γαλλικὴ Γραμματικὴ	[1224, 732, 1322, 742]
quote-value: 850.—	[331, 380, 359, 391]
article-paragraph: Οἱ μάρτυρες τοῦ κ. Ταμπακοπούλου κ.κ. Ἀναστασόπουλος καὶ Φωκᾶς συνηντήθησαν μὲ τοὺς τοῦ κ. Μπεράτη καὶ συνεζήτησαν ἐπὶ ὥραν.	[586, 816, 786, 865]
table-row	[160, 242, 360, 254]
kosmos-title: ΤΟΥ ΚΟΣΜΟΥ	[1223, 142, 1423, 168]
table-row	[160, 439, 360, 451]
divider	[606, 585, 766, 586]
column-6	[1223, 138, 1423, 2058]
stafis-subtitle-4: ΝΕΑΙ ΔΙΑΦΩΝΙΑΙ	[433, 623, 513, 633]
quote-name: Λίρα Τουρκίας	[161, 438, 232, 449]
quote-name: Ἑλληνικὰ Ὑαλουργεῖα	[161, 346, 264, 356]
quote-name: Πανελλήνιον Ἀσφαλείας	[161, 357, 275, 368]
table-row	[160, 312, 360, 324]
doctor-address-2: (Κάτωθεν Πιαδοῦ)	[1277, 1234, 1369, 1245]
quote-name: Γεν. Ἑταιρ. Ἐργολ.	[161, 334, 259, 345]
voulgaroi-telegram: ΤΗΛΕΓΡΑΦΗΜΑ ΤΟΥ "ΣΚΡΙΠ,,	[402, 1318, 544, 1328]
fx-heading-right: Ὄψεως	[322, 457, 360, 467]
books-table	[1223, 583, 1423, 744]
book-title: Τὰ Ἀστρονομικὰ Flammarion	[1224, 663, 1360, 673]
table-row	[1223, 675, 1423, 687]
book-price: δρ. 4.—	[1384, 663, 1422, 673]
quote-name: Σιδηρόδρομοι Π. Α. Π.	[161, 300, 275, 310]
article-paragraph: Ἐπανῆλθεν ἐκ Πατρῶν ὁ ἀρχηγὸς τῆς χωροφυλακῆς κ. Ἀθανασόπουλος.	[1223, 226, 1423, 250]
book-title: Ἱστορία τῆς Ἑλλάδος	[1224, 651, 1327, 662]
article-paragraph: Τὸ μεταξὺ τοῦ διευθυντοῦ τῆς ἀστυνομίας κ. Γενισεράη καὶ τοῦ βουλευτοῦ Ἀττικῆς κ. Λεβίδου ἐπεισόδιον ἔληξε συμβιβαστικῶς, δοθεισῶν τῶν ἐξηγήσεων.	[373, 1542, 573, 1603]
dystychima-subtitle: ΕΙΣ ΤΟ ΤΥΠΟΓΡΑΦΕΙΟΝ ΤΩΝ "ΚΑΙΡΩΝ,,	[592, 953, 780, 964]
